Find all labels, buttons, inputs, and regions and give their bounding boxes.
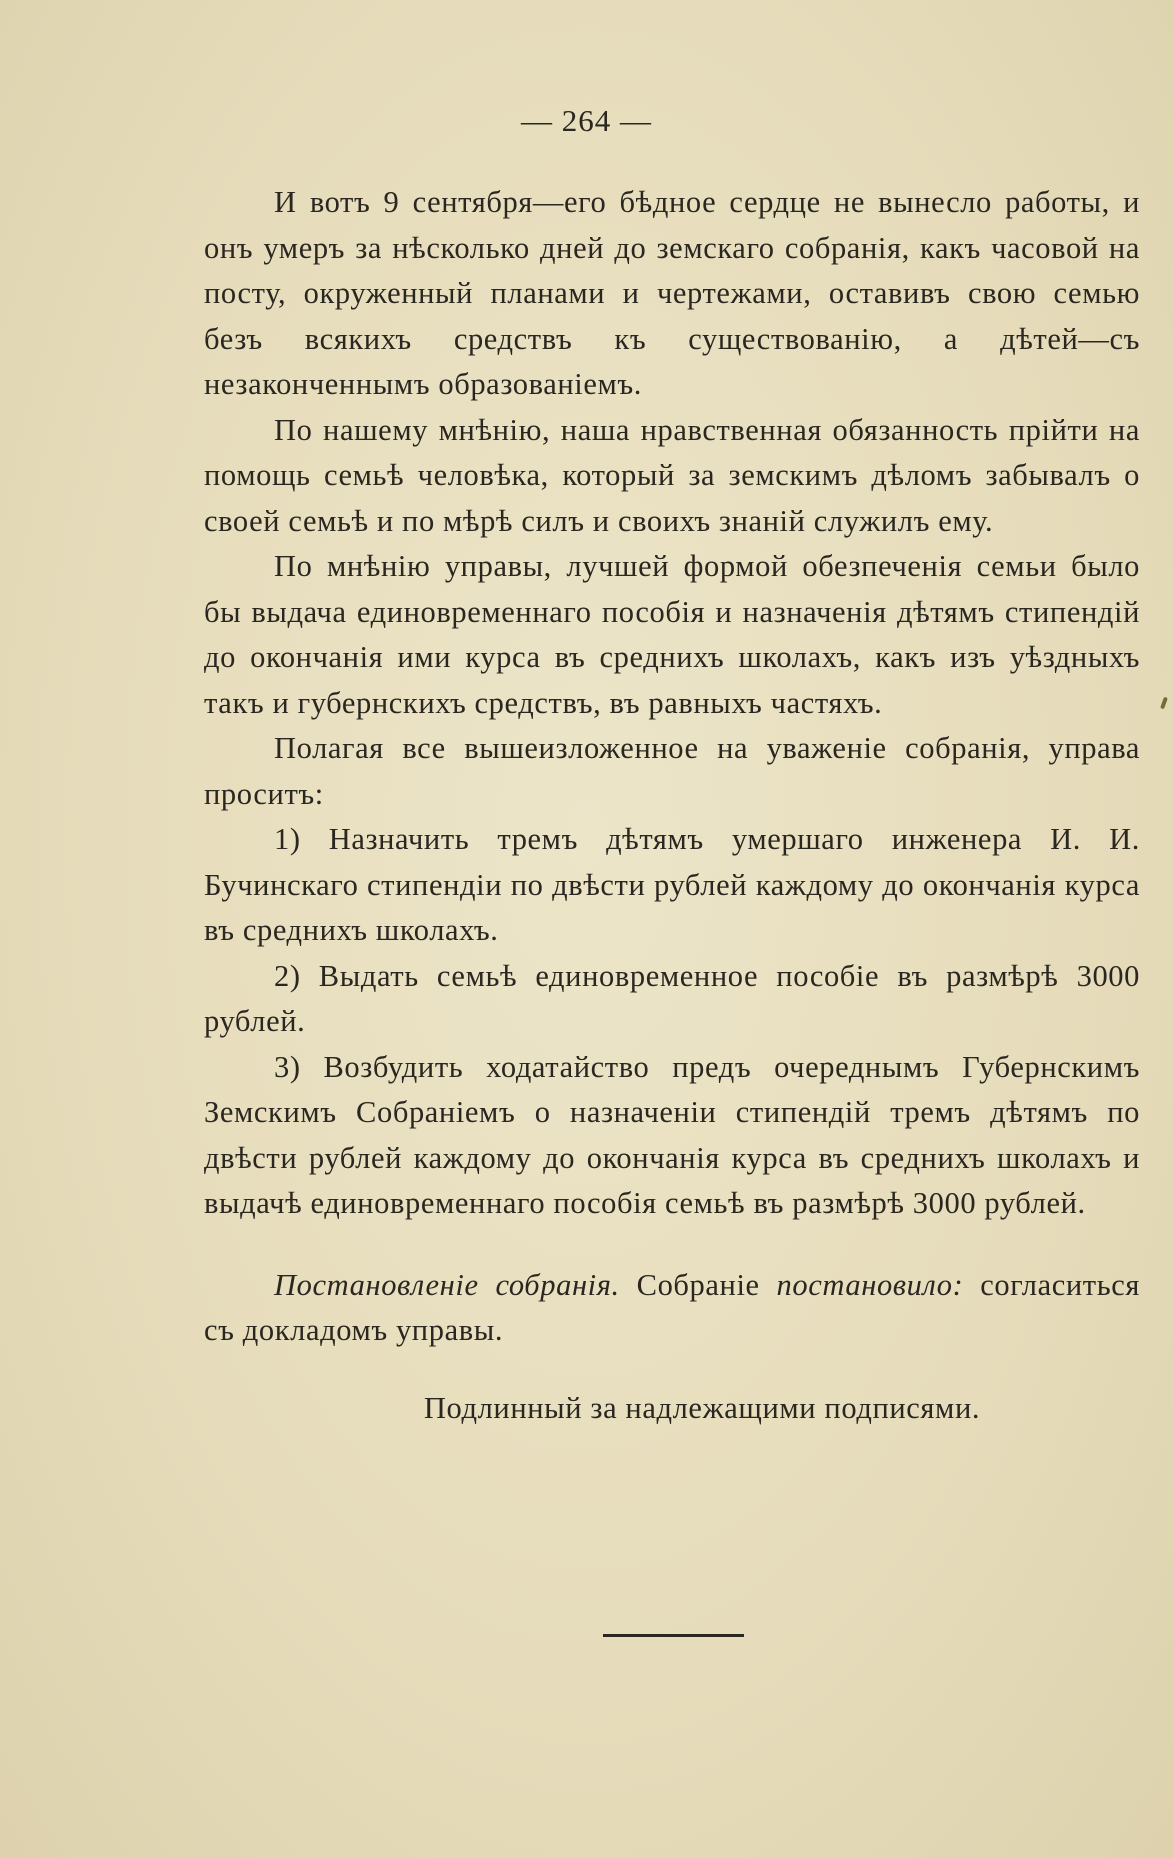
paper-speck xyxy=(1160,697,1168,710)
list-item-allowance: 2) Выдать семьѣ единовременное пособіе въ размѣрѣ 3000 рублей. xyxy=(204,958,1140,1038)
resolution-label: Постановленіе собранія. xyxy=(274,1267,620,1302)
closing-rule xyxy=(603,1634,744,1637)
page-number: — 264 — xyxy=(521,103,652,138)
list-item-stipends: 1) Назначить тремъ дѣтямъ умершаго инженера И. И. Бучинскаго стипендіи по двѣсти рублей каждому до окончанія курса въ среднихъ школахъ. xyxy=(204,822,1140,947)
resolution-text-after: согласиться съ докладомъ управы. xyxy=(204,1267,1141,1347)
assembly-resolution xyxy=(204,1263,1140,1354)
paragraph-death-notice: И вотъ 9 сентября—его бѣдное сердце не вынесло работы, и онъ умеръ за нѣсколько дней до земскаго собранія, какъ часовой на посту, окруженный планами и чертежами, оставивъ свою семью безъ всякихъ средствъ къ существованію, а дѣтей—съ незаконченнымъ образованіемъ. xyxy=(204,185,1140,401)
paragraph-request-intro: Полагая все вышеизложенное на уваженіе собранія, управа проситъ: xyxy=(204,731,1140,811)
resolution-text-before: Собраніе xyxy=(619,1267,777,1302)
resolution-decided: постановило: xyxy=(776,1267,964,1302)
body-text xyxy=(204,180,1140,1431)
list-item-petition: 3) Возбудить ходатайство предъ очереднымъ Губернскимъ Земскимъ Собраніемъ о назначеніи стипендій тремъ дѣтямъ по двѣсти рублей каждому до окончанія курса въ среднихъ школахъ и выдачѣ единовременнаго пособія семьѣ въ размѣрѣ 3000 рублей. xyxy=(204,1049,1140,1220)
signature-note: Подлинный за надлежащими подписями. xyxy=(423,1390,981,1425)
paragraph-moral-duty: По нашему мнѣнію, наша нравственная обязанность прійти на помощь семьѣ человѣка, который за земскимъ дѣломъ забывалъ о своей семьѣ и по мѣрѣ силъ и своихъ знаній служилъ ему. xyxy=(204,412,1140,538)
paragraph-board-opinion: По мнѣнію управы, лучшей формой обезпеченія семьи было бы выдача единовременнаго пособія и назначенія дѣтямъ стипендій до окончанія ими курса въ среднихъ школахъ, какъ изъ уѣздныхъ такъ и губернскихъ средствъ, въ равныхъ частяхъ. xyxy=(204,549,1140,720)
